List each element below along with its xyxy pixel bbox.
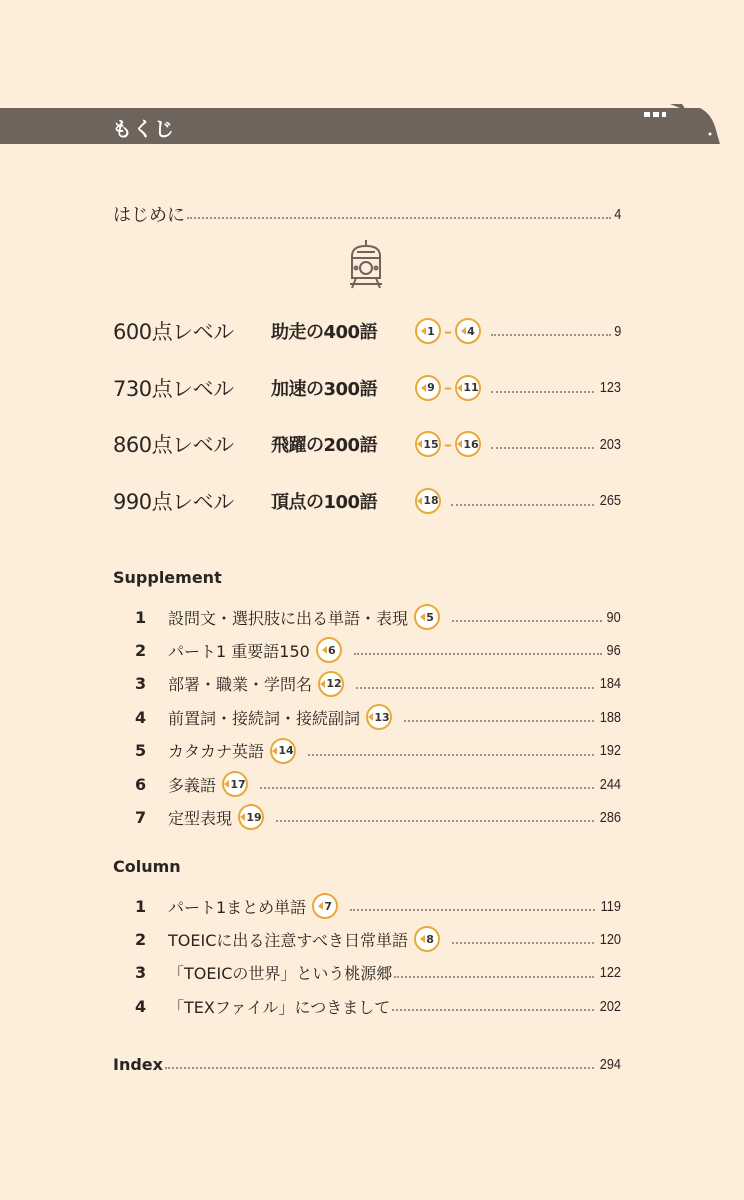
leader-dots (394, 976, 594, 978)
page-number: 119 (600, 897, 621, 915)
item-label: パート1 重要語150 (168, 641, 310, 661)
toc-supplement-entry[interactable] (113, 636, 621, 664)
audio-track-badge[interactable]: 18 (415, 488, 441, 514)
leader-dots (356, 687, 594, 689)
toc-supplement-entry[interactable] (113, 603, 621, 631)
leader-dots (354, 653, 603, 655)
toc-column-entry[interactable] (113, 925, 621, 953)
audio-track-badge[interactable]: 12 (318, 671, 344, 697)
leader-dots (187, 217, 611, 219)
leader-dots (260, 787, 594, 789)
item-label: 設問文・選択肢に出る単語・表現 (168, 608, 409, 628)
item-label: カタカナ英語 (168, 742, 265, 762)
toc-column-entry[interactable] (113, 992, 621, 1020)
toc-index[interactable] (113, 1050, 621, 1078)
audio-track-badge[interactable]: 16 (455, 431, 481, 457)
item-label: 多義語 (168, 775, 217, 795)
toc-supplement-entry[interactable] (113, 770, 621, 798)
train-top-icon (640, 100, 720, 146)
toc-column-entry[interactable] (113, 959, 621, 987)
audio-track-badge[interactable]: 15 (415, 431, 441, 457)
toc-level-entry[interactable] (113, 487, 621, 515)
leader-dots (165, 1067, 594, 1069)
item-number: 7 (135, 807, 147, 827)
level-label: 600点レベル (113, 320, 234, 344)
page-number: 120 (599, 930, 621, 948)
item-label: 定型表現 (168, 808, 233, 828)
leader-dots (491, 334, 611, 336)
item-number: 5 (135, 741, 147, 761)
page-number: 122 (599, 964, 621, 982)
toc-supplement-entry[interactable] (113, 737, 621, 765)
page-number: 184 (599, 675, 621, 693)
item-number: 3 (135, 674, 147, 694)
audio-track-badge[interactable]: 6 (316, 637, 342, 663)
page-number: 265 (599, 492, 621, 509)
audio-track-badge[interactable]: 11 (455, 375, 481, 401)
track-range-dash: – (444, 321, 452, 341)
item-number: 1 (135, 607, 147, 627)
page-number: 244 (599, 775, 621, 793)
page-number: 203 (599, 435, 621, 453)
page-number: 4 (613, 205, 621, 223)
header-bar (0, 108, 700, 144)
item-number: 2 (135, 929, 147, 949)
level-title: 飛躍の200語 (271, 435, 378, 456)
item-label: 部署・職業・学問名 (168, 675, 313, 695)
item-number: 3 (135, 963, 147, 983)
audio-track-badge[interactable]: 19 (238, 804, 264, 830)
track-range-dash: – (444, 378, 452, 397)
audio-track-badge[interactable]: 13 (366, 704, 392, 730)
level-title: 加速の300語 (271, 378, 378, 400)
page-number: 294 (599, 1055, 621, 1073)
item-number: 6 (135, 774, 147, 794)
train-front-icon (348, 238, 384, 290)
leader-dots (491, 447, 594, 449)
item-label: 前置詞・接続詞・接続副詞 (168, 708, 361, 728)
page-number: 90 (606, 608, 621, 626)
page-number: 96 (606, 641, 621, 659)
toc-level-entry[interactable] (113, 374, 621, 402)
audio-track-badge[interactable]: 4 (455, 318, 481, 344)
audio-track-badge[interactable]: 9 (415, 375, 441, 401)
toc-intro[interactable] (113, 200, 621, 228)
supplement-heading: Supplement (113, 568, 222, 587)
item-label: 「TOEICの世界」という桃源郷 (168, 964, 393, 984)
leader-dots (392, 1009, 594, 1011)
leader-dots (452, 620, 602, 622)
level-title: 助走の400語 (271, 322, 378, 343)
item-label: TOEICに出る注意すべき日常単語 (168, 930, 409, 950)
toc-supplement-entry[interactable] (113, 703, 621, 731)
level-label: 730点レベル (113, 376, 234, 401)
audio-track-badge[interactable]: 5 (414, 604, 440, 630)
page-number: 192 (599, 742, 621, 760)
leader-dots (491, 391, 594, 393)
intro-label: はじめに (113, 205, 185, 226)
audio-track-badge[interactable]: 7 (312, 893, 338, 919)
toc-level-entry[interactable] (113, 317, 621, 345)
audio-track-badge[interactable]: 17 (222, 771, 248, 797)
level-label: 990点レベル (113, 489, 234, 514)
item-label: 「TEXファイル」につきまして (168, 997, 391, 1017)
leader-dots (350, 909, 595, 911)
leader-dots (276, 820, 594, 822)
leader-dots (404, 720, 594, 722)
item-number: 2 (135, 640, 147, 660)
item-number: 1 (135, 896, 147, 916)
audio-track-badge[interactable]: 14 (270, 738, 296, 764)
page-number: 188 (599, 708, 621, 726)
leader-dots (308, 754, 594, 756)
toc-supplement-entry[interactable] (113, 670, 621, 698)
audio-track-badge[interactable]: 1 (415, 318, 441, 344)
leader-dots (452, 942, 594, 944)
column-heading: Column (113, 857, 181, 876)
leader-dots (451, 504, 594, 506)
item-number: 4 (135, 707, 147, 727)
toc-supplement-entry[interactable] (113, 803, 621, 831)
track-range-dash: – (444, 434, 452, 454)
page-number: 202 (599, 997, 621, 1015)
toc-level-entry[interactable] (113, 430, 621, 458)
level-title: 頂点の100語 (271, 491, 378, 513)
level-label: 860点レベル (113, 433, 234, 457)
audio-track-badge[interactable]: 8 (414, 926, 440, 952)
toc-column-entry[interactable] (113, 892, 621, 920)
page-title: もくじ (112, 117, 175, 141)
item-number: 4 (135, 996, 147, 1016)
page-number: 9 (613, 322, 621, 340)
page-number: 123 (599, 379, 621, 396)
index-label: Index (113, 1054, 163, 1074)
page-number: 286 (599, 808, 621, 826)
item-label: パート1まとめ単語 (168, 897, 307, 917)
